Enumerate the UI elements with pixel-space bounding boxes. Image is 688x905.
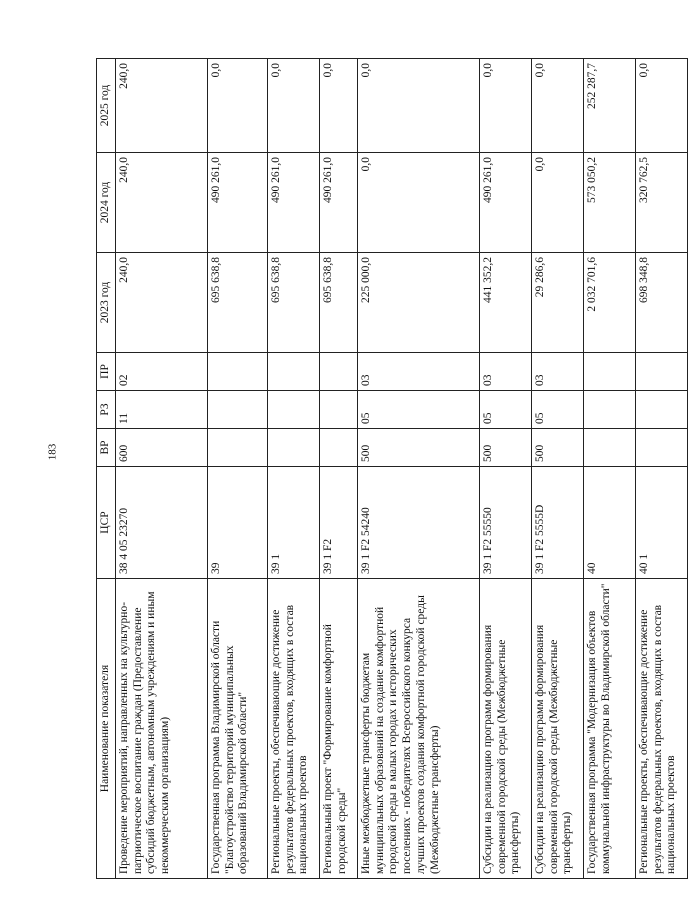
- row-csr: 39 1 F2 54240: [357, 467, 479, 579]
- row-csr: 39 1 F2 55550: [479, 467, 531, 579]
- page-number: 183: [46, 443, 59, 461]
- row-pr: [207, 353, 267, 391]
- row-value-2025: 0,0: [319, 59, 357, 153]
- table-row: [207, 59, 267, 879]
- row-pr: 02: [115, 353, 207, 391]
- row-value-2025: 240,0: [115, 59, 207, 153]
- row-value-2025: 0,0: [207, 59, 267, 153]
- row-pr: [267, 353, 319, 391]
- row-pr: 03: [357, 353, 479, 391]
- row-pr: 03: [479, 353, 531, 391]
- row-value-2024: 490 261,0: [267, 153, 319, 253]
- row-value-2025: 0,0: [531, 59, 583, 153]
- row-csr: 39: [207, 467, 267, 579]
- row-rz: 05: [531, 391, 583, 429]
- row-pr: [583, 353, 635, 391]
- row-value-2023: 441 352,2: [479, 253, 531, 353]
- row-csr: 40 1: [635, 467, 687, 579]
- table-row: [357, 59, 479, 879]
- column-header-pr: ПР: [97, 353, 116, 391]
- row-value-2024: 240,0: [115, 153, 207, 253]
- table-header-row: [97, 59, 116, 879]
- row-vr: [267, 429, 319, 467]
- column-header-2025: 2025 год: [97, 59, 116, 153]
- row-value-2024: 490 261,0: [207, 153, 267, 253]
- row-vr: 500: [357, 429, 479, 467]
- row-value-2024: 573 050,2: [583, 153, 635, 253]
- row-name: Региональные проекты, обеспечивающие достижение результатов федеральных проектов, входящих в состав национальных проектов: [267, 579, 319, 879]
- table-row: [319, 59, 357, 879]
- column-header-2023: 2023 год: [97, 253, 116, 353]
- row-value-2025: 0,0: [635, 59, 687, 153]
- row-value-2023: 695 638,8: [207, 253, 267, 353]
- row-pr: [635, 353, 687, 391]
- row-name: Региональные проекты, обеспечивающие достижение результатов федеральных проектов, входящих в состав национальных проектов: [635, 579, 687, 879]
- budget-table: [96, 58, 688, 879]
- row-value-2025: 0,0: [357, 59, 479, 153]
- row-name: Проведение мероприятий, направленных на культурно-патриотическое воспитание граждан (Предоставление субсидий бюджетным, автономным учреждениям и иным некоммерческим организациям): [115, 579, 207, 879]
- row-name: Государственная программа Владимирской области "Благоустройство территорий муниципальных образований Владимирской области": [207, 579, 267, 879]
- row-rz: 11: [115, 391, 207, 429]
- table-row: [531, 59, 583, 879]
- table-row: [267, 59, 319, 879]
- row-value-2023: 240,0: [115, 253, 207, 353]
- row-pr: 03: [531, 353, 583, 391]
- row-vr: 500: [531, 429, 583, 467]
- table-row: [635, 59, 687, 879]
- row-value-2025: 0,0: [479, 59, 531, 153]
- row-value-2024: 490 261,0: [479, 153, 531, 253]
- row-csr: 39 1 F2: [319, 467, 357, 579]
- column-header-rz: РЗ: [97, 391, 116, 429]
- row-value-2024: 0,0: [531, 153, 583, 253]
- row-name: Иные межбюджетные трансферты бюджетам муниципальных образований на создание комфортной городской среды в малых городах и исторических поселениях - победителях Всероссийского конкурса лучших проектов создания комфортной городской среды (Межбюджетные трансферты): [357, 579, 479, 879]
- row-value-2024: 320 762,5: [635, 153, 687, 253]
- row-csr: 38 4 05 23270: [115, 467, 207, 579]
- row-value-2023: 695 638,8: [267, 253, 319, 353]
- row-name: Субсидии на реализацию программ формирования современной городской среды (Межбюджетные трансферты): [531, 579, 583, 879]
- row-csr: 39 1: [267, 467, 319, 579]
- column-header-csr: ЦСР: [97, 467, 116, 579]
- row-rz: [583, 391, 635, 429]
- row-value-2023: 695 638,8: [319, 253, 357, 353]
- row-value-2025: 252 287,7: [583, 59, 635, 153]
- row-name: Региональный проект "Формирование комфортной городской среды": [319, 579, 357, 879]
- row-rz: 05: [479, 391, 531, 429]
- row-value-2023: 29 286,6: [531, 253, 583, 353]
- row-value-2025: 0,0: [267, 59, 319, 153]
- row-rz: [635, 391, 687, 429]
- row-vr: [319, 429, 357, 467]
- table-row: [583, 59, 635, 879]
- row-value-2024: 0,0: [357, 153, 479, 253]
- row-rz: [267, 391, 319, 429]
- table-row: [115, 59, 207, 879]
- row-vr: 500: [479, 429, 531, 467]
- row-value-2023: 698 348,8: [635, 253, 687, 353]
- row-value-2023: 2 032 701,6: [583, 253, 635, 353]
- row-name: Субсидии на реализацию программ формирования современной городской среды (Межбюджетные трансферты): [479, 579, 531, 879]
- row-value-2023: 225 000,0: [357, 253, 479, 353]
- row-pr: [319, 353, 357, 391]
- row-vr: [635, 429, 687, 467]
- row-vr: 600: [115, 429, 207, 467]
- row-vr: [207, 429, 267, 467]
- column-header-vr: ВР: [97, 429, 116, 467]
- row-csr: 39 1 F2 5555D: [531, 467, 583, 579]
- row-name: Государственная программа "Модернизация объектов коммунальной инфраструктуры во Владимирской области": [583, 579, 635, 879]
- row-vr: [583, 429, 635, 467]
- column-header-name: Наименование показателя: [97, 579, 116, 879]
- row-csr: 40: [583, 467, 635, 579]
- table-row: [479, 59, 531, 879]
- rotated-page: [96, 59, 688, 879]
- row-rz: [319, 391, 357, 429]
- row-rz: [207, 391, 267, 429]
- row-value-2024: 490 261,0: [319, 153, 357, 253]
- column-header-2024: 2024 год: [97, 153, 116, 253]
- row-rz: 05: [357, 391, 479, 429]
